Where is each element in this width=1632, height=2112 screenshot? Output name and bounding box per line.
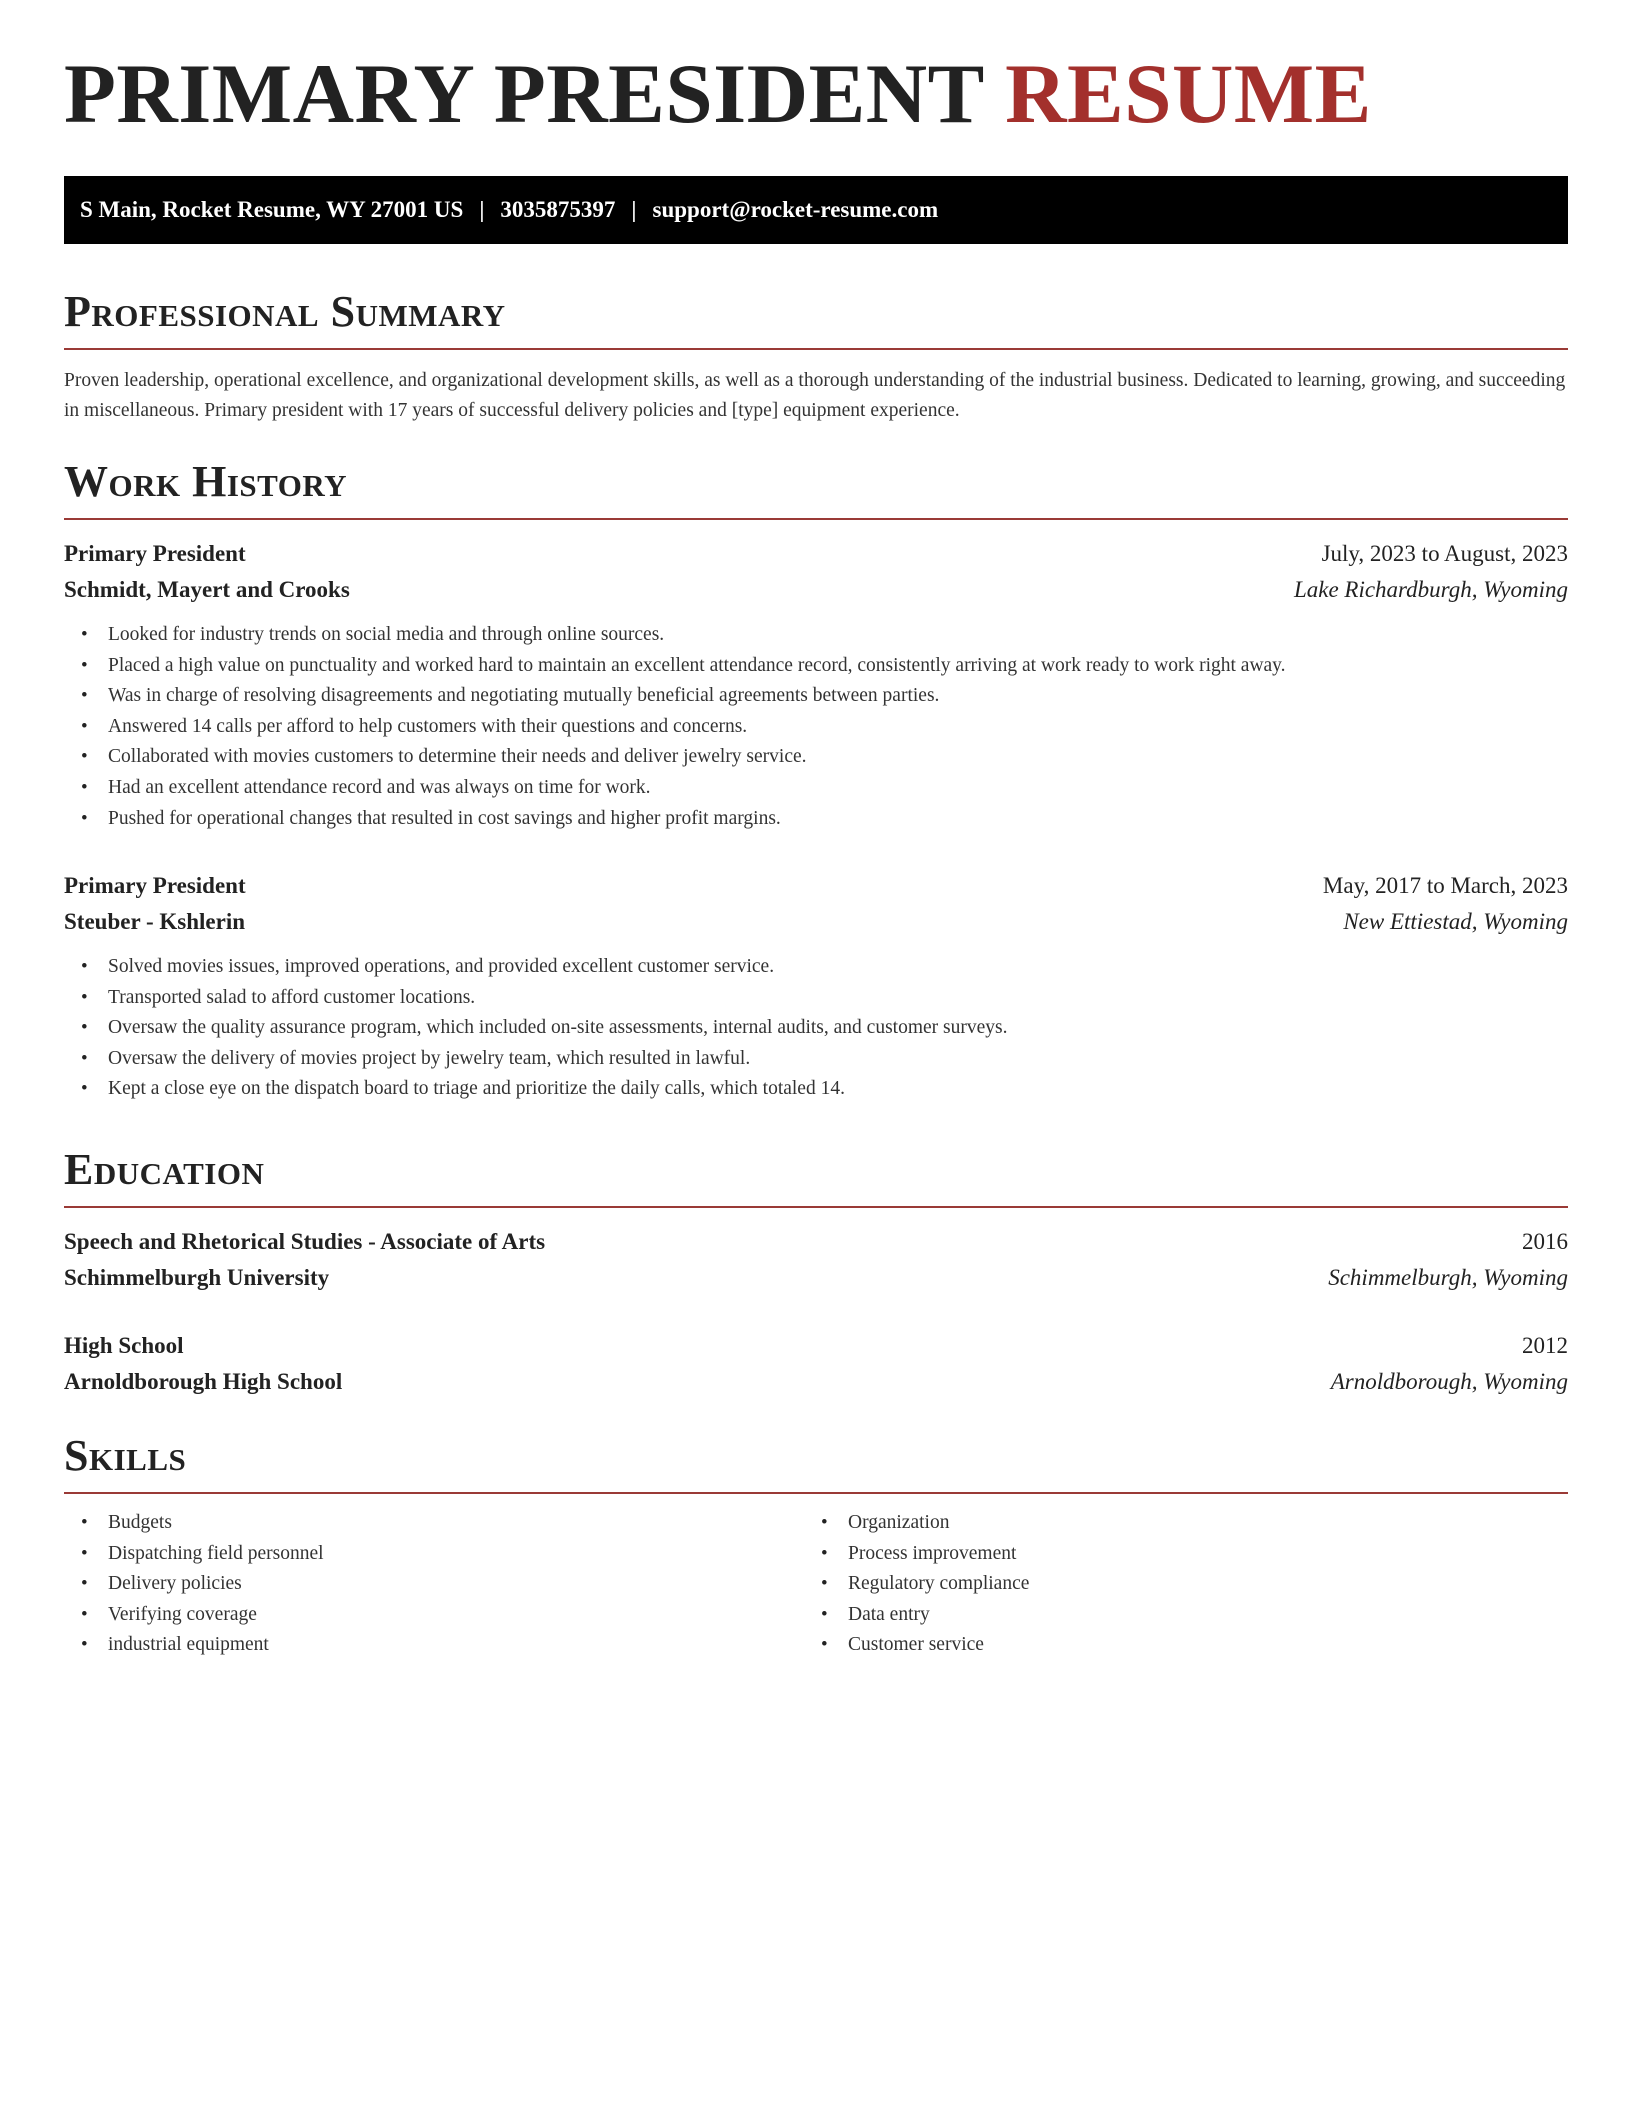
section-divider <box>64 1206 1568 1208</box>
skills-heading: Skills <box>64 1431 187 1480</box>
job-company: Schmidt, Mayert and Crooks <box>64 577 350 602</box>
education-entry <box>64 1224 1568 1296</box>
section-divider <box>64 1492 1568 1494</box>
job-company: Steuber - Kshlerin <box>64 909 246 934</box>
contact-bar <box>64 176 1568 244</box>
bullet-icon: • <box>81 1603 88 1625</box>
contact-phone: 3035875397 <box>500 197 616 222</box>
bullet-icon: • <box>821 1542 828 1564</box>
skill-item: • Budgets <box>108 1508 804 1539</box>
list-item: • Looked for industry trends on social media and through online sources. <box>108 620 1568 651</box>
skill-item: • Customer service <box>848 1630 1544 1661</box>
education-location: Schimmelburgh, Wyoming <box>1328 1265 1568 1290</box>
bullet-icon: • <box>81 746 88 768</box>
list-item: • Oversaw the quality assurance program, which included on-site assessments, internal audits, and customer surveys. <box>108 1013 1568 1044</box>
summary-heading: Professional Summary <box>64 287 506 336</box>
bullet-icon: • <box>81 685 88 707</box>
education-section <box>64 1145 1568 1208</box>
education-year: 2016 <box>1522 1229 1568 1254</box>
list-item: • Kept a close eye on the dispatch board to triage and prioritize the daily calls, which totaled 14. <box>108 1074 1568 1105</box>
education-degree: High School <box>64 1333 184 1358</box>
bullet-icon: • <box>81 654 88 676</box>
bullet-icon: • <box>81 1573 88 1595</box>
bullet-icon: • <box>81 1078 88 1100</box>
summary-text: Proven leadership, operational excellence, and organizational development skills, as well as a thorough understanding of the industrial business. Dedicated to learning, growing, and succeeding in miscellaneous. Primary president with 17 years of successful delivery policies and [type] equipment experience. <box>64 370 1566 421</box>
skill-item: • Regulatory compliance <box>848 1569 1544 1600</box>
contact-email: support@rocket-resume.com <box>652 197 939 222</box>
summary-section <box>64 287 1568 426</box>
list-item: • Answered 14 calls per afford to help customers with their questions and concerns. <box>108 712 1568 743</box>
education-degree: Speech and Rhetorical Studies - Associate of Arts <box>64 1229 546 1254</box>
bullet-icon: • <box>81 956 88 977</box>
contact-address: S Main, Rocket Resume, WY 27001 US <box>80 197 464 222</box>
work-history-section <box>64 457 1568 520</box>
bullet-icon: • <box>821 1603 828 1625</box>
education-entry <box>64 1328 1568 1400</box>
bullet-icon: • <box>81 1017 88 1039</box>
skills-list <box>804 1508 1544 1661</box>
section-divider <box>64 518 1568 520</box>
skills-column-left <box>64 1508 804 1661</box>
list-item: • Oversaw the delivery of movies project by jewelry team, which resulted in lawful. <box>108 1044 1568 1075</box>
job-dates: July, 2023 to August, 2023 <box>1321 541 1568 566</box>
bullet-icon: • <box>81 1512 88 1533</box>
bullet-icon: • <box>81 986 88 1008</box>
education-school: Arnoldborough High School <box>64 1369 343 1394</box>
bullet-icon: • <box>81 624 88 645</box>
job-title: Primary President <box>64 541 246 566</box>
list-item: • Collaborated with movies customers to determine their needs and deliver jewelry service. <box>108 742 1568 773</box>
list-item: • Placed a high value on punctuality and worked hard to maintain an excellent attendance record, consistently arriving at work ready to work right away. <box>108 651 1568 682</box>
skill-item: • Process improvement <box>848 1539 1544 1570</box>
skill-item: • Delivery policies <box>108 1569 804 1600</box>
skills-grid <box>64 1508 1568 1661</box>
bullet-icon: • <box>81 1634 88 1656</box>
job-entry <box>64 536 1568 834</box>
bullet-icon: • <box>81 1542 88 1564</box>
education-heading: Education <box>64 1145 265 1194</box>
skill-item: • Organization <box>848 1508 1544 1539</box>
job-location: New Ettiestad, Wyoming <box>1343 909 1568 934</box>
list-item: • Was in charge of resolving disagreements and negotiating mutually beneficial agreements between parties. <box>108 681 1568 712</box>
section-divider <box>64 348 1568 350</box>
bullet-icon: • <box>81 776 88 798</box>
skill-item: • Data entry <box>848 1600 1544 1631</box>
bullet-icon: • <box>81 1047 88 1069</box>
resume-title <box>64 47 1372 141</box>
list-item: • Transported salad to afford customer locations. <box>108 983 1568 1014</box>
job-entry <box>64 868 1568 1105</box>
bullet-icon: • <box>821 1634 828 1656</box>
skills-column-right <box>804 1508 1544 1661</box>
job-bullet-list <box>64 620 1568 834</box>
education-school: Schimmelburgh University <box>64 1265 330 1290</box>
skill-item: • industrial equipment <box>108 1630 804 1661</box>
bullet-icon: • <box>81 807 88 829</box>
bullet-icon: • <box>821 1573 828 1595</box>
contact-separator: | <box>631 197 637 222</box>
education-location: Arnoldborough, Wyoming <box>1330 1369 1568 1394</box>
skill-item: • Verifying coverage <box>108 1600 804 1631</box>
title-main: PRIMARY PRESIDENT <box>64 47 984 141</box>
education-year: 2012 <box>1522 1333 1568 1358</box>
job-bullet-list <box>64 952 1568 1105</box>
title-accent: RESUME <box>1005 47 1372 141</box>
job-location: Lake Richardburgh, Wyoming <box>1293 577 1568 602</box>
list-item: • Pushed for operational changes that resulted in cost savings and higher profit margins. <box>108 804 1568 835</box>
contact-separator: | <box>479 197 485 222</box>
list-item: • Solved movies issues, improved operations, and provided excellent customer service. <box>108 952 1568 983</box>
list-item: • Had an excellent attendance record and was always on time for work. <box>108 773 1568 804</box>
job-dates: May, 2017 to March, 2023 <box>1322 873 1568 898</box>
job-title: Primary President <box>64 873 246 898</box>
work-history-heading: Work History <box>64 457 348 506</box>
skills-list <box>64 1508 804 1661</box>
bullet-icon: • <box>821 1512 828 1533</box>
bullet-icon: • <box>81 715 88 737</box>
skills-section <box>64 1431 1568 1661</box>
skill-item: • Dispatching field personnel <box>108 1539 804 1570</box>
